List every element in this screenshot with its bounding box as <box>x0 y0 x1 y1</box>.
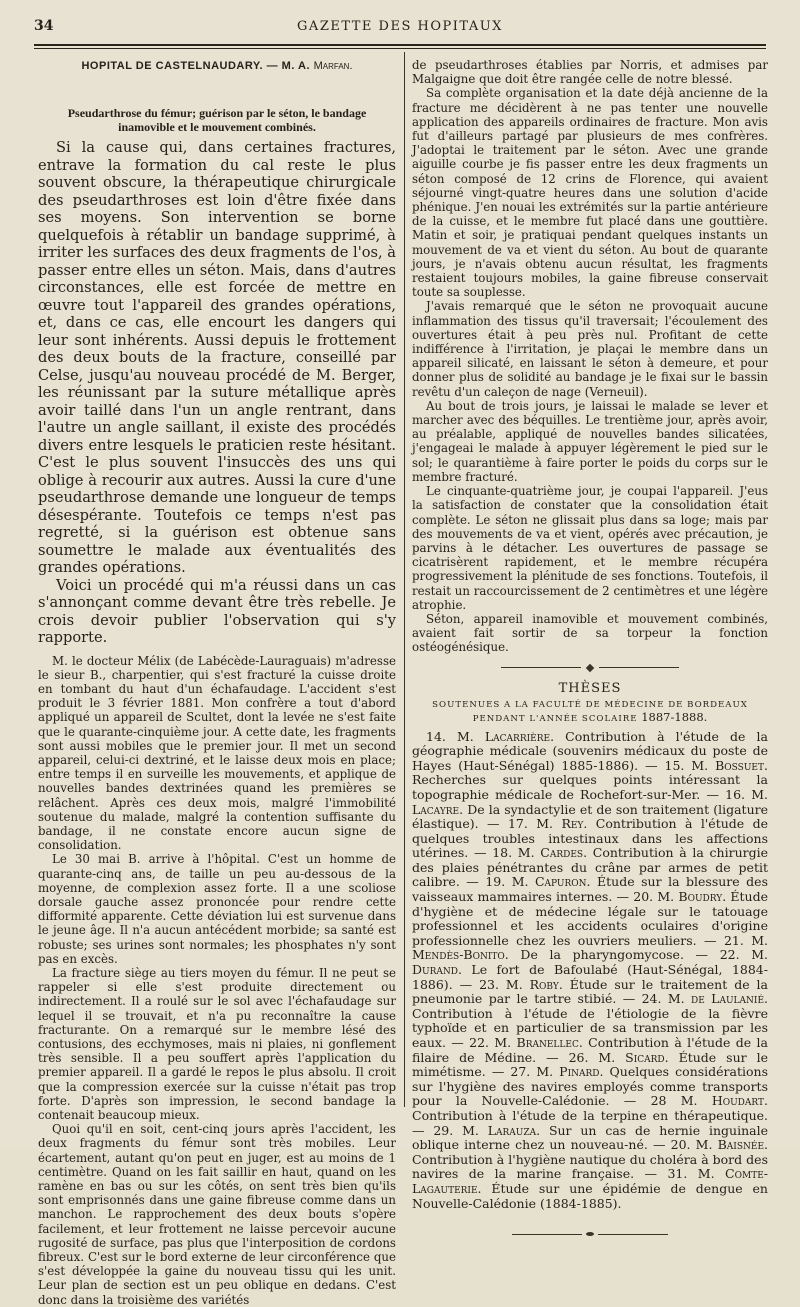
thesis-author: Bossuet. <box>715 757 768 773</box>
header-rule <box>34 44 766 49</box>
observation-text <box>38 654 396 1307</box>
continuation-paragraph: Sa complète organisation et la date déjà ancienne de la fracture me décidèrent à ne pas tenter une nouvelle application des appareils ordinaires de fracture. Mon avis fut d'ailleurs partagé par plusieurs de mes confrères. J'adoptai le traitement par le séton. Avec une grande aiguille courbe je fis passer entre les deux fragments un séton composé de 12 crins de Florence, qui avaient séjourné vingt-quatre heures dans une solution d'acide phénique. J'en nouai les extrémités sur la partie antérieure de la cuisse, et le membre fut placé dans une gouttière. Matin et soir, je pratiquai pendant quelques instants un mouvement de va et vient du séton. Au bout de quarante jours, je n'avais obtenu aucun résultat, les fragments restaient toujours mobiles, la gaine fibreuse conservait toute sa souplesse. <box>412 86 768 300</box>
thesis-title: Contribution à la chirurgie des plaies pénétrantes du crâne par armes de petit calibre. — <box>412 845 769 890</box>
thesis-author: Mendès-Bonito. <box>412 947 509 963</box>
thesis-number: 22. M. <box>469 1035 517 1050</box>
thesis-number: 19. M. <box>485 874 535 890</box>
ornament-diamond-icon <box>586 663 594 671</box>
thesis-title: Étude sur le mimétisme. — <box>412 1049 768 1080</box>
thesis-number: 31. M. <box>667 1166 726 1182</box>
thesis-author: Baisnée. <box>717 1137 768 1153</box>
thesis-number: 29. M. <box>433 1122 488 1138</box>
thesis-number: 14. M. <box>426 728 485 744</box>
thesis-number: 15. M. <box>664 757 716 773</box>
thesis-author: Branellec. <box>516 1035 583 1050</box>
intro-text <box>38 139 396 647</box>
ornament-line <box>512 1234 582 1235</box>
observation-paragraph: M. le docteur Mélix (de Labécède-Lauraguais) m'adresse le sieur B., charpentier, qui s'est fracturé la cuisse droite en tombant du haut d'un échafaudage. L'accident s'est produit le 3 février 1881. Mon confrère a tout d'abord appliqué un appareil de Scultet, dont la levée ne s'est faite que le quarante-cinquième jour. A cette date, les fragments sont aussi mobiles que le premier jour. Il met un second appareil, celui-ci dextriné, et le laisse deux mois en place; entre temps il en surveille les mouvements, et applique de nouvelles bandes dextrinées quand les premières se relâchent. Après ces deux mois, malgré l'immobilité soutenue du malade, malgré la contention suffisante du bandage, il ne constate encore aucun signe de consolidation. <box>38 653 396 853</box>
thesis-number: 18. M. <box>492 845 541 861</box>
ornament-dot-icon <box>586 1232 594 1236</box>
thesis-number: 17. M. <box>507 816 562 832</box>
thesis-title: Étude sur une épidémie de dengue en Nouvelle-Calédonie (1884-1885). <box>412 1180 768 1211</box>
page-number: 34 <box>34 18 54 34</box>
theses-title: THÈSES <box>558 680 622 696</box>
hospital-title-text: HOPITAL DE CASTELNAUDARY. — M. A. <box>81 60 311 72</box>
article-subtitle: Pseudarthrose du fémur; guérison par le séton, le bandage inamovible et le mouvement combinés. <box>67 106 367 134</box>
thesis-title: Contribution à l'hygiène nautique du choléra à bord des navires de la marine française. — <box>412 1151 768 1182</box>
thesis-author: Capuron. <box>534 874 591 890</box>
thesis-title: Étude d'hygiène et de médecine légale sur le tatouage professionnel et les accidents oculaires d'origine professionnelle chez les ouvriers meuliers. — <box>412 889 769 948</box>
theses-subtitle-line: SOUTENUES A LA FACULTÉ DE MÉDECINE DE BORDEAUX <box>432 699 748 710</box>
column-divider <box>404 52 405 1107</box>
theses-year: 1887-1888. <box>641 709 708 724</box>
right-column <box>412 58 769 1211</box>
thesis-number: 23. M. <box>479 976 530 992</box>
ornament-line <box>501 667 581 668</box>
thesis-number: 27. M. <box>510 1064 560 1080</box>
thesis-author: Houdart. <box>711 1093 768 1109</box>
theses-subtitle-line: PENDANT L'ANNÉE SCOLAIRE <box>472 713 638 724</box>
thesis-title: Contribution à l'étude de l'étiologie de la fièvre typhoïde et en particulier de sa transmission par les eaux. — <box>412 1005 768 1050</box>
journal-title: GAZETTE DES HOPITAUX <box>297 19 503 34</box>
left-column <box>38 58 396 1307</box>
continuation-paragraph: Le cinquante-quatrième jour, je coupai l'appareil. J'eus la satisfaction de constater que la consolidation était complète. Le séton ne glissait plus dans sa loge; mais par des mouvements de va et vient, opérés avec précaution, je parvins à le détacher. Les ouvertures de passage se cicatrisèrent rapidement, et le membre récupéra progressivement la plénitude de ses fonctions. Toutefois, il restait un raccourcissement de 2 centimètres et une légère atrophie. <box>412 484 768 612</box>
thesis-number: 16. M. <box>725 786 769 802</box>
thesis-author: Cardes. <box>540 845 588 861</box>
thesis-author: de Laulanié. <box>691 991 768 1007</box>
thesis-author: Larauza. <box>487 1122 541 1138</box>
thesis-author: Lacayre. <box>412 801 464 817</box>
thesis-author: Boudry. <box>678 889 727 905</box>
thesis-author: Comte-Lagauterie. <box>412 1166 768 1196</box>
thesis-title: Le fort de Bafoulabé (Haut-Sénégal, 1884-1886). — <box>412 962 768 992</box>
continuation-paragraph: Au bout de trois jours, je laissai le malade se lever et marcher avec des béquilles. Le trentième jour, après avoir, au préalable, appliqué de nouvelles bandes silicatées, j'engageai le malade à appuyer légèrement le pied sur le sol; le quarantième à faire porter le poids du corps sur le membre fracturé. <box>412 398 768 484</box>
thesis-title: De la pharyngomycose. — <box>508 947 720 963</box>
intro-paragraph: Voici un procédé qui m'a réussi dans un cas s'annonçant comme devant être très rebelle. Je crois devoir publier l'observation qui s'y rapporte. <box>38 576 396 646</box>
thesis-title: Quelques considérations sur l'hygiène des navires employés comme transports pour la Nouvelle-Calédonie. — <box>412 1064 768 1109</box>
thesis-title: Contribution à l'étude de quelques troubles intestinaux dans les affections utérines. — <box>412 816 768 861</box>
thesis-number: 20. M. <box>670 1137 718 1153</box>
thesis-number: 20. M. <box>633 889 679 905</box>
observation-paragraph: Quoi qu'il en soit, cent-cinq jours après l'accident, les deux fragments du fémur sont très mobiles. Leur écartement, autant qu'on peut en juger, est au moins de 1 centimètre. Quand on les fait saillir en haut, quand on les ramène en bas ou sur les côtés, on sent très bien qu'ils sont emprisonnés dans une gaine fibreuse comme dans un manchon. Le rapprochement des deux bouts s'opère facilement, et leur frottement ne laisse percevoir aucune rugosité de surface, pas plus que l'interposition de cordons fibreux. C'est sur le bord externe de leur circonférence que s'est développée la gaine du nouveau tissu qui les unit. Leur plan de section est un peu oblique en dedans. C'est donc dans la troisième des variétés <box>38 1122 396 1307</box>
section-ornament <box>412 659 768 677</box>
theses-list <box>412 730 768 1212</box>
thesis-title: Contribution à l'étude de la filaire de Médine. — <box>412 1035 768 1065</box>
thesis-title: Contribution à l'étude de la terpine en thérapeutique. — <box>412 1107 768 1138</box>
ornament-line <box>599 667 679 668</box>
thesis-number: 28 M. <box>650 1093 712 1109</box>
observation-paragraph: La fracture siège au tiers moyen du fémur. Il ne peut se rappeler si elle s'est produite directement ou indirectement. Il a roulé sur le sol avec l'échafaudage sur lequel il se trouvait, et n'a pu reconnaître la cause fracturante. On a remarqué sur le membre lésé des contusions, des ecchymoses, mais ni plaies, ni gonflement très sensible. Il a peu souffert après l'application du premier appareil. Il a gardé le repos le plus absolu. Il croit que la compression exercée sur la cuisse n'était pas trop forte. D'après son impression, le second bandage la contenait beaucoup mieux. <box>38 965 396 1122</box>
thesis-title: Étude sur le traitement de la pneumonie par le tartre stibié. — <box>412 976 768 1007</box>
end-ornament <box>412 1229 768 1239</box>
thesis-title: Contribution à l'étude de la géographie médicale (souvenirs médicaux du poste de Hayes (Haut-Sénégal) 1885-1886). — <box>412 728 768 773</box>
continuation-paragraph: de pseudarthroses établies par Norris, et admises par Malgaigne que doit être rangée celle de notre blessé. <box>412 58 768 87</box>
thesis-title: Sur un cas de hernie inguinale oblique interne chez un nouveau-né. — <box>412 1122 768 1153</box>
theses-subtitle <box>412 699 768 725</box>
observation-paragraph: Le 30 mai B. arrive à l'hôpital. C'est un homme de quarante-cinq ans, de taille un peu au-dessous de la moyenne, de complexion assez forte. Il a une scoliose dorsale gauche assez prononcée pour rendre cette difformité apparente. Cette déviation lui est survenue dans le jeune âge. Il n'a aucun antécédent morbide; sa santé est robuste; ses urines sont normales; les phosphates n'y sont pas en excès. <box>38 852 396 966</box>
thesis-author: Lacarrière. <box>484 728 555 744</box>
running-head <box>34 18 766 38</box>
thesis-title: Étude sur la blessure des vaisseaux mammaires internes. — <box>412 874 768 905</box>
intro-paragraph: Si la cause qui, dans certaines fractures, entrave la formation du cal reste le plus souvent obscure, la thérapeutique chirurgicale des pseudarthroses est loin d'être fixée dans ses moyens. Son intervention se borne quelquefois à rétablir un bandage supprimé, à irriter les surfaces des deux fragments de l'os, à passer entre elles un séton. Mais, dans d'autres circonstances, elle est forcée de mettre en œuvre tout l'appareil des grandes opérations, et, dans ce cas, elle encourt les dangers qui leur sont inhérents. Aussi depuis le frottement des deux bouts de la fracture, conseillé par Celse, jusqu'au nouveau procédé de M. Berger, les réunissant par la suture métallique après avoir taillé dans l'un un angle rentrant, dans l'autre un angle saillant, il existe des procédés divers entre lesquels le praticien reste hésitant. C'est le plus souvent l'insuccès des uns qui oblige à recourir aux autres. Aussi la cure d'une pseudarthrose demande une longueur de temps désespérante. Toutefois ce temps n'est pas regretté, si la guérison est obtenue sans soumettre le malade aux éventualités des grandes opérations. <box>38 139 396 576</box>
thesis-title: Recherches sur quelques points intéressant la topographie médicale de Rochefort-sur-Mer. — <box>412 772 768 802</box>
thesis-author: Rey. <box>561 816 588 832</box>
thesis-number: 24. M. <box>641 991 691 1007</box>
thesis-author: Durand. <box>412 962 462 978</box>
hospital-title <box>38 60 396 72</box>
thesis-number: 21. M. <box>723 932 768 948</box>
ornament-line <box>598 1234 668 1235</box>
thesis-author: Roby. <box>529 976 563 992</box>
continuation-paragraph: J'avais remarqué que le séton ne provoquait aucune inflammation des tissus qu'il traversait; l'écoulement des ouvertures était à peu près nul. Profitant de cette indifférence à l'irritation, je plaçai le membre dans un appareil silicaté, en laissant le séton à demeure, et pour donner plus de solidité au bandage je le fixai sur le bassin revêtu d'un caleçon de nage (Verneuil). <box>412 299 768 399</box>
thesis-title: De la syndactylie et de son traitement (ligature élastique). — <box>412 801 768 832</box>
continuation-paragraph: Séton, appareil inamovible et mouvement combinés, avaient fait sortir de sa torpeur la fonction ostéogénésique. <box>412 611 768 655</box>
article-author: Marfan. <box>313 60 353 72</box>
thesis-number: 26. M. <box>568 1049 626 1065</box>
thesis-author: Pinard. <box>559 1064 604 1080</box>
thesis-number: 22. M. <box>719 947 768 963</box>
thesis-author: Sicard. <box>625 1049 669 1065</box>
